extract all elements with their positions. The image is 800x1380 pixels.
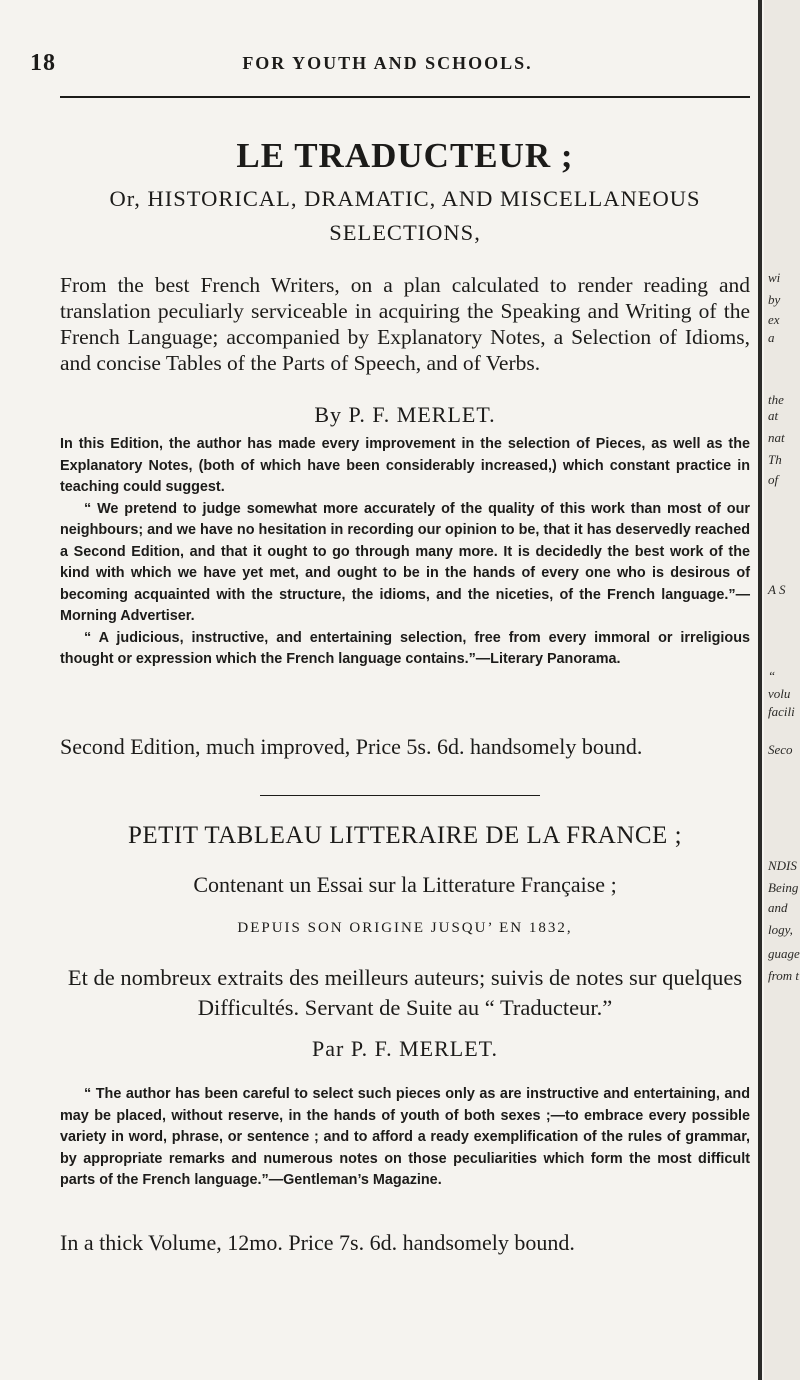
margin-fragment: at bbox=[768, 408, 779, 423]
margin-fragment: “ bbox=[768, 668, 776, 683]
margin-fragment: Being bbox=[768, 880, 799, 895]
traducteur-description: From the best French Writers, on a plan calculated to render reading and translation peculiarly serviceable in acquiring the Speaking and Writing of the French Language; accompanied by Explanatory Notes, a Selection of Idioms, and concise Tables of the Parts of Speech, and of Verbs. bbox=[60, 273, 750, 375]
page-number: 18 bbox=[30, 50, 56, 76]
section-divider bbox=[260, 795, 540, 796]
traducteur-byline: By P. F. MERLET. bbox=[314, 402, 496, 427]
margin-fragment: of bbox=[768, 472, 779, 487]
petit-tableau-extraits: Et de nombreux extraits des meilleurs auteurs; suivis de notes sur quelques Difficultés. Servant de Suite au “ Traducteur.” bbox=[67, 965, 743, 1020]
petit-tableau-price: In a thick Volume, 12mo. Price 7s. 6d. handsomely bound. bbox=[60, 1230, 575, 1255]
margin-fragment: logy, bbox=[768, 922, 793, 937]
traducteur-subtitle bbox=[60, 182, 750, 250]
margin-fragment: NDIS bbox=[768, 858, 797, 873]
petit-tableau-depuis: DEPUIS SON ORIGINE JUSQU’ EN 1832, bbox=[237, 920, 573, 936]
margin-fragment: a bbox=[768, 330, 775, 345]
margin-fragment: Th bbox=[768, 452, 782, 467]
traducteur-price: Second Edition, much improved, Price 5s. 6d. handsomely bound. bbox=[60, 734, 643, 759]
page-gutter bbox=[758, 0, 762, 1380]
running-title: FOR YOUTH AND SCHOOLS. bbox=[242, 53, 533, 73]
margin-fragment: from t bbox=[768, 968, 799, 983]
margin-fragment: A S bbox=[768, 582, 786, 597]
petit-tableau-contenant: Contenant un Essai sur la Litterature Française ; bbox=[193, 872, 617, 897]
margin-fragment: wi bbox=[768, 270, 781, 285]
running-head bbox=[30, 50, 745, 84]
review-gentlemans-magazine: “ The author has been careful to select such pieces only as are instructive and entertaining, and may be placed, without reserve, in the hands of youth of both sexes ;—to embrace every possible variety in word, phrase, or sentence ; and to afford a ready exemplification of the rules of grammar, by appropriate remarks and numerous notes on those peculiarities which form the most difficult parts of the French language.”—Gentleman’s Magazine. bbox=[60, 1086, 750, 1188]
margin-fragment: ex bbox=[768, 312, 780, 327]
margin-fragment: guage bbox=[768, 946, 800, 961]
margin-fragment: and bbox=[768, 900, 788, 915]
petit-tableau-byline: Par P. F. MERLET. bbox=[312, 1036, 498, 1061]
traducteur-title: LE TRADUCTEUR ; bbox=[236, 136, 574, 175]
petit-tableau-title: PETIT TABLEAU LITTERAIRE DE LA FRANCE ; bbox=[127, 822, 683, 849]
review-morning-advertiser: “ We pretend to judge somewhat more accurately of the quality of this work than most of our neighbours; and we have no hesitation in recording our opinion to be, that it has deservedly reached a Second Edition, and that it ought to go through many more. It is decidedly the best work of the kind with which we have yet met, and ought to be in the hands of every one who is desirous of becoming acquainted with the structure, the idioms, and the niceties, of the French language.”—Morning Advertiser. bbox=[60, 500, 750, 624]
margin-fragment: the bbox=[768, 392, 784, 407]
head-rule bbox=[60, 96, 750, 98]
traducteur-subtitle-line1: Or, HISTORICAL, DRAMATIC, AND MISCELLANEOUS bbox=[109, 186, 701, 211]
traducteur-subtitle-line2: SELECTIONS, bbox=[329, 220, 481, 245]
edition-note: In this Edition, the author has made every improvement in the selection of Pieces, as well as the Explanatory Notes, (both of which have been considerably increased,) which constant practice in teaching could suggest. bbox=[60, 436, 750, 495]
margin-fragment: nat bbox=[768, 430, 785, 445]
margin-fragment: by bbox=[768, 292, 781, 307]
margin-fragment: volu bbox=[768, 686, 791, 701]
margin-fragment: Seco bbox=[768, 742, 793, 757]
traducteur-reviews bbox=[60, 434, 750, 671]
margin-fragment: facili bbox=[768, 704, 795, 719]
review-literary-panorama: “ A judicious, instructive, and entertaining selection, free from every immoral or irreligious thought or expression which the French language contains.”—Literary Panorama. bbox=[60, 629, 750, 667]
